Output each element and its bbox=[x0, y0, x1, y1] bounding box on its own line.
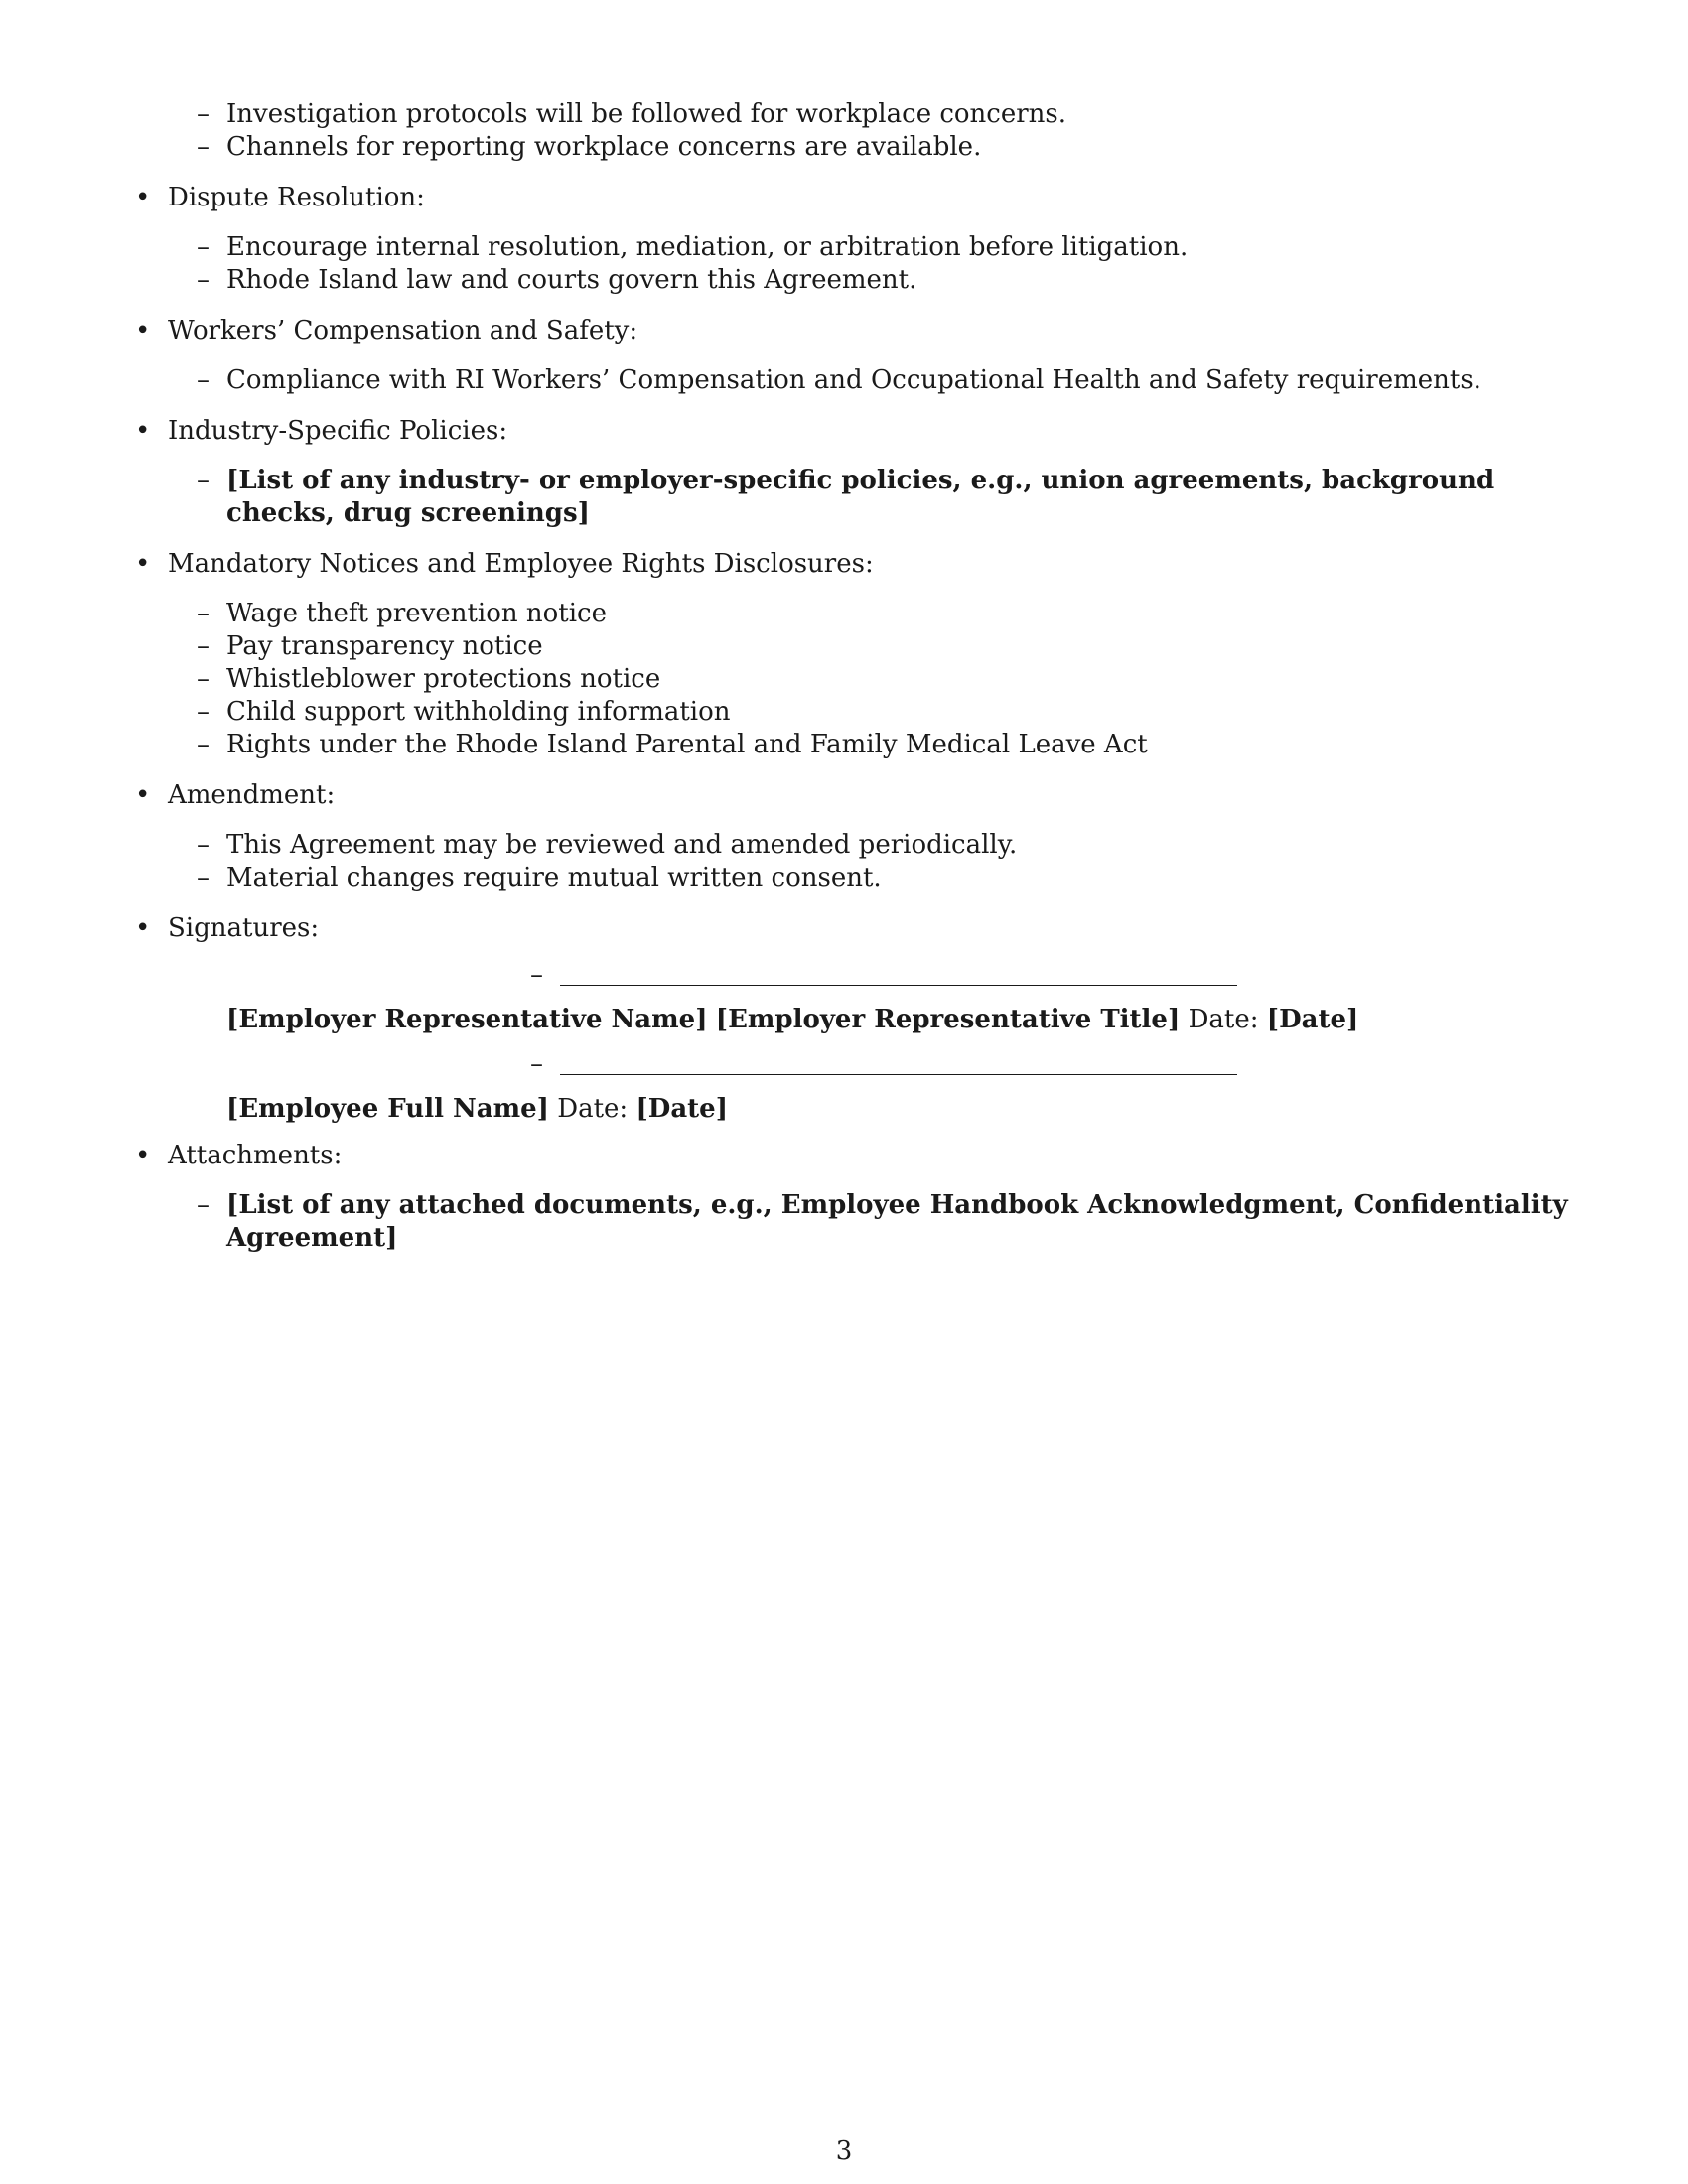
signature-rule bbox=[560, 1074, 1237, 1075]
employer-signature-line: – bbox=[226, 959, 1593, 993]
list-item: – Child support withholding information bbox=[197, 697, 731, 727]
section-mandatory-notices bbox=[133, 548, 1593, 761]
section-heading: Attachments: bbox=[168, 1141, 343, 1170]
section-attachments bbox=[133, 1140, 1593, 1255]
employer-signature-label: [Employer Representative Name] [Employer Representative Title] Date: [Date] bbox=[226, 1005, 1359, 1034]
list-item: – Material changes require mutual written consent. bbox=[197, 863, 882, 892]
section-dispute-resolution bbox=[133, 182, 1593, 297]
bullet-icon: • bbox=[135, 913, 151, 943]
bullet-icon: • bbox=[135, 1141, 151, 1170]
document-body bbox=[133, 98, 1593, 1273]
list-item: – Pay transparency notice bbox=[197, 631, 543, 661]
section-heading: Industry-Specific Policies: bbox=[168, 416, 508, 446]
employee-signature-label: [Employee Full Name] Date: [Date] bbox=[226, 1094, 729, 1124]
bullet-icon: • bbox=[135, 183, 151, 212]
list-item: – Encourage internal resolution, mediation, or arbitration before litigation. bbox=[197, 232, 1189, 262]
section-workers-compensation bbox=[133, 315, 1593, 397]
bullet-icon: • bbox=[135, 780, 151, 810]
list-item: – Channels for reporting workplace concerns are available. bbox=[197, 132, 982, 162]
section-signatures bbox=[133, 912, 1593, 1126]
placeholder-item: – [List of any industry- or employer-specific policies, e.g., union agreements, background checks, drug screenings] bbox=[197, 466, 1495, 528]
bullet-icon: • bbox=[135, 316, 151, 345]
employee-signature-line: – bbox=[226, 1048, 1593, 1082]
section-heading: Amendment: bbox=[168, 780, 336, 810]
section-industry-policies bbox=[133, 415, 1593, 530]
signature-rule bbox=[560, 985, 1237, 986]
list-item: – Investigation protocols will be followed for workplace concerns. bbox=[197, 99, 1067, 129]
section-heading: Dispute Resolution: bbox=[168, 183, 425, 212]
placeholder-item: – [List of any attached documents, e.g., Employee Handbook Acknowledgment, Confidentiality Agreement] bbox=[197, 1190, 1568, 1253]
section-heading: Workers’ Compensation and Safety: bbox=[168, 316, 638, 345]
list-item: – Rhode Island law and courts govern this Agreement. bbox=[197, 265, 917, 295]
list-item: – Rights under the Rhode Island Parental and Family Medical Leave Act bbox=[197, 730, 1148, 759]
list-item: – This Agreement may be reviewed and amended periodically. bbox=[197, 830, 1018, 860]
bullet-icon: • bbox=[135, 549, 151, 579]
continued-list bbox=[133, 98, 1593, 164]
section-amendment bbox=[133, 779, 1593, 894]
list-item: – Wage theft prevention notice bbox=[197, 599, 607, 628]
list-item: – Compliance with RI Workers’ Compensation and Occupational Health and Safety requirements. bbox=[197, 365, 1481, 395]
section-heading: Mandatory Notices and Employee Rights Disclosures: bbox=[168, 549, 874, 579]
bullet-icon: • bbox=[135, 416, 151, 446]
section-heading: Signatures: bbox=[168, 913, 320, 943]
page-number: 3 bbox=[835, 2136, 853, 2166]
list-item: – Whistleblower protections notice bbox=[197, 664, 661, 694]
